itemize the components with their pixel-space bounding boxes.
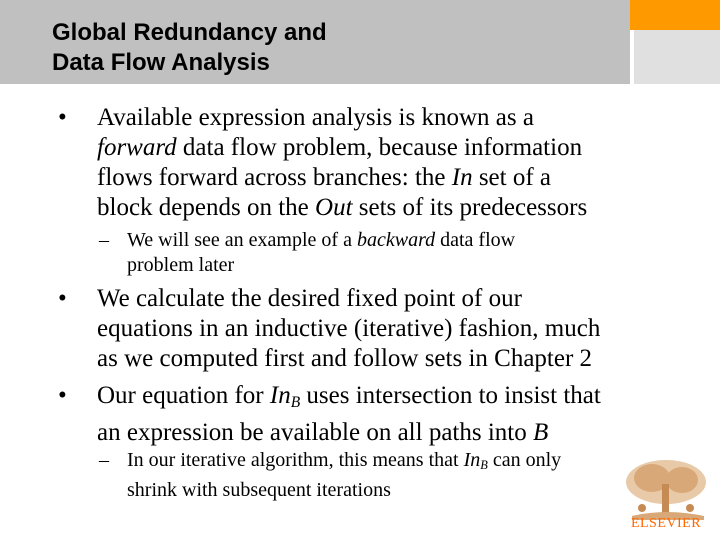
bullet-1-text: sets of its predecessors (352, 194, 588, 221)
bullet-marker-1: • (58, 104, 67, 131)
bullet-text-1 (97, 103, 697, 223)
sub-bullet-2-text: In our iterative algorithm, this means that (127, 449, 464, 471)
slide-title (52, 18, 327, 78)
subscript-b: B (480, 458, 488, 473)
bullet-1-line-3 (97, 163, 697, 193)
bullet-1-text: set of a (472, 164, 552, 191)
sub-bullet-1-text: We will see an example of a (127, 229, 357, 251)
slide-title-line-2: Data Flow Analysis (52, 49, 270, 76)
bullet-1-line-2 (97, 133, 697, 163)
sub-bullet-2-line-1 (127, 448, 687, 478)
accent-block-orange (630, 0, 720, 30)
bullet-marker-2: • (58, 285, 67, 312)
bullet-text-2 (97, 284, 697, 374)
bullet-1-text: Available expression analysis is known as a (97, 104, 534, 131)
slide-title-line-1: Global Redundancy and (52, 19, 327, 46)
bullet-3-line-1 (97, 381, 697, 418)
sub-bullet-2-text: can only (487, 449, 562, 471)
sub-bullet-1-line-2 (127, 253, 687, 278)
sub-bullet-marker-2: – (99, 449, 109, 471)
bullet-1-line-1 (97, 103, 697, 133)
bullet-marker-3: • (58, 382, 67, 409)
sub-bullet-marker-1: – (99, 229, 109, 251)
bullet-text-3 (97, 381, 697, 448)
term-in: In (269, 382, 291, 409)
sub-bullet-2-line-2 (127, 478, 687, 503)
subscript-b: B (290, 393, 301, 411)
elsevier-wordmark: ELSEVIER (630, 516, 702, 531)
term-out: Out (315, 194, 353, 221)
sub-bullet-text-1 (127, 228, 687, 278)
sub-bullet-1-line-1 (127, 228, 687, 253)
bullet-3-line-2 (97, 418, 697, 448)
term-in: In (451, 164, 473, 191)
bullet-2-line-1: We calculate the desired fixed point of our (97, 285, 522, 312)
term-backward: backward (356, 229, 436, 251)
bullet-1-text: flows forward across branches: the (97, 164, 452, 191)
sub-bullet-1-text: data flow (435, 229, 516, 251)
bullet-3-text: an expression be available on all paths into (97, 418, 533, 446)
bullet-1-line-4 (97, 193, 697, 223)
bullet-2-line-3: as we computed first and follow sets in Chapter 2 (97, 345, 593, 372)
accent-block-gray (634, 30, 720, 84)
sub-bullet-2-text: shrink with subsequent iterations (127, 479, 391, 502)
term-in: In (463, 449, 481, 471)
bullet-2-line-2: equations in an inductive (iterative) fashion, much (97, 315, 601, 342)
bullet-3-text: uses intersection to insist that (300, 382, 601, 409)
bullet-1-text: block depends on the (97, 194, 316, 221)
term-b: B (533, 418, 549, 446)
bullet-1-text: data flow problem, because information (176, 134, 583, 161)
bullet-3-text: Our equation for (97, 382, 270, 409)
sub-bullet-1-text: problem later (127, 254, 235, 276)
term-forward: forward (97, 134, 177, 161)
sub-bullet-text-2 (127, 448, 687, 503)
